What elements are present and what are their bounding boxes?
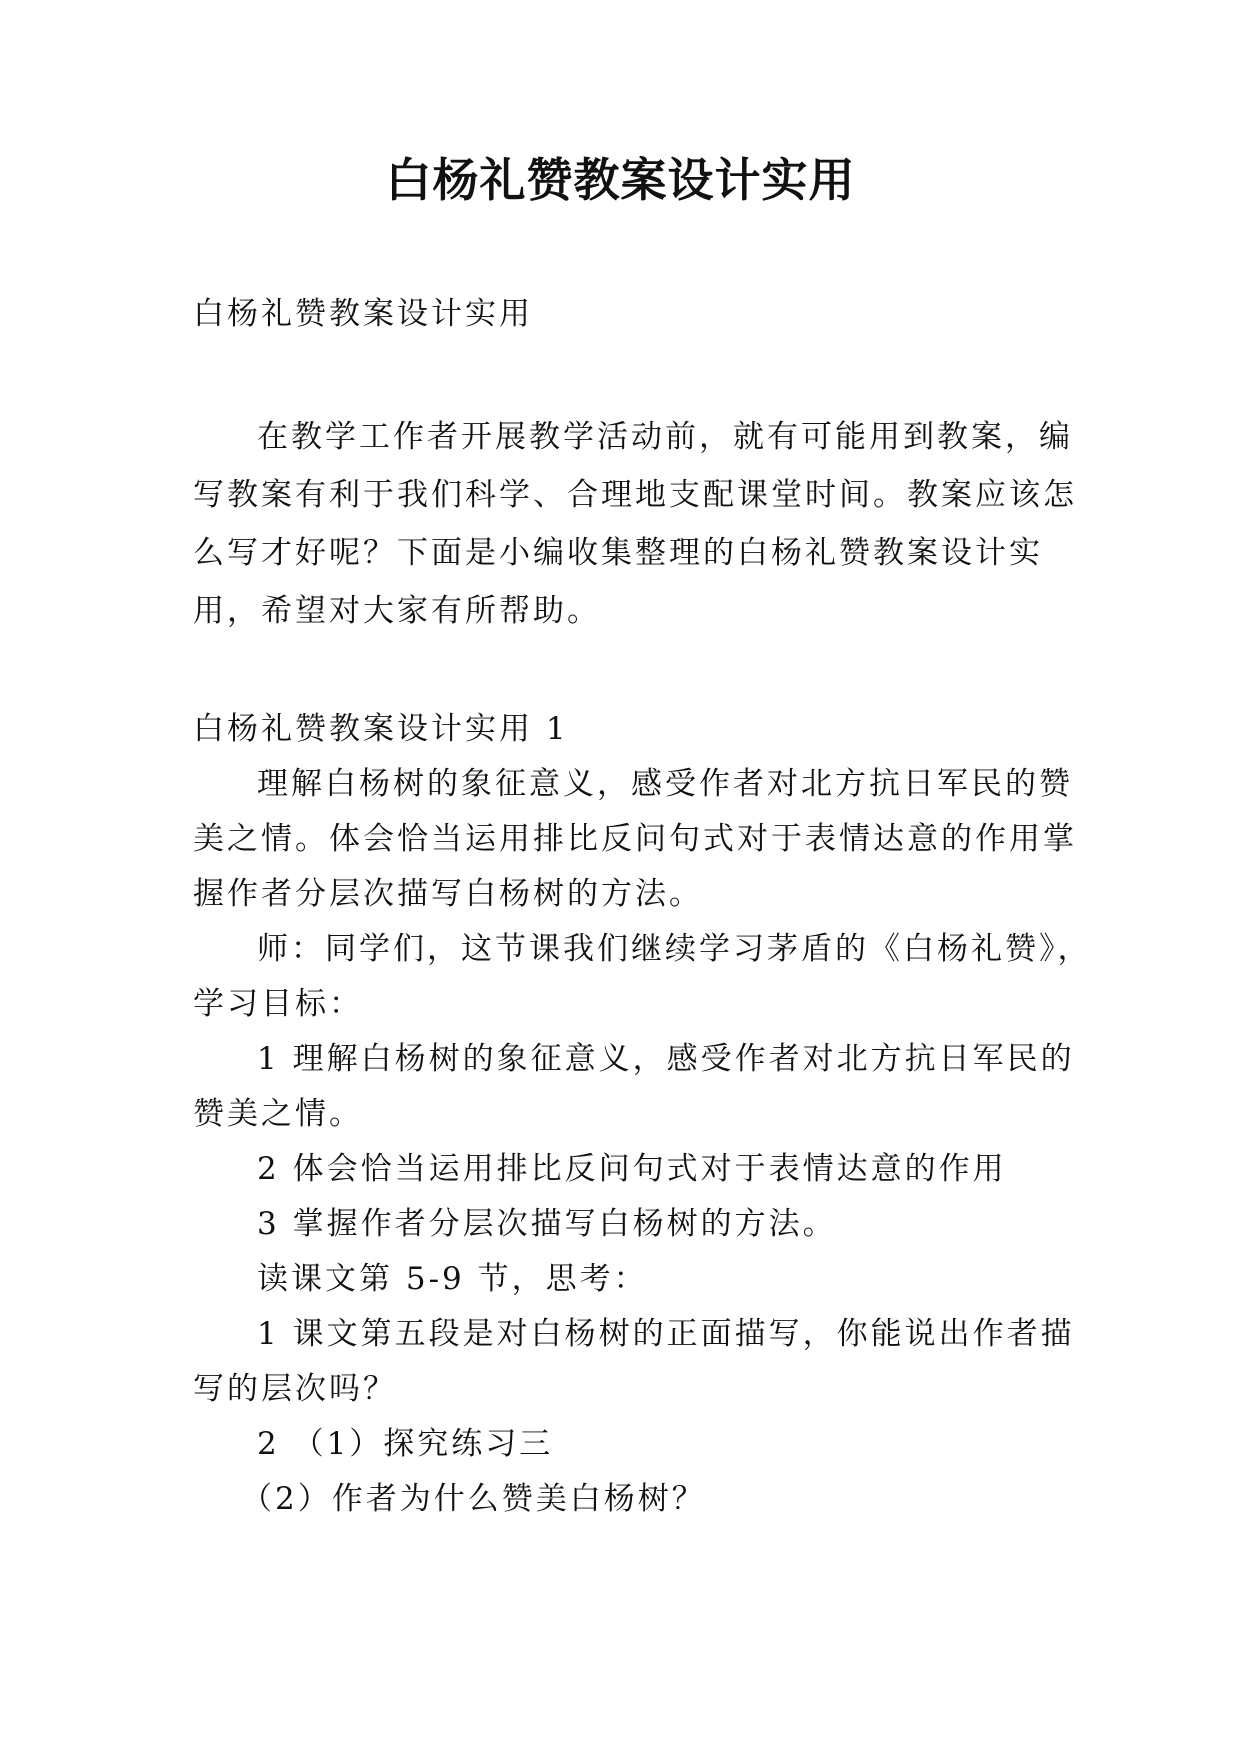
intro-line: 在教学工作者开展教学活动前，就有可能用到教案，编 <box>257 419 1073 455</box>
document-title: 白杨礼赞教案设计实用 <box>385 153 856 207</box>
intro-line: 用，希望对大家有所帮助。 <box>193 593 601 629</box>
goal-item-3: 3 掌握作者分层次描写白杨树的方法。 <box>257 1206 837 1242</box>
question-2-part-1: 2 （1）探究练习三 <box>257 1426 554 1462</box>
question-1: 1 课文第五段是对白杨树的正面描写，你能说出作者描 <box>257 1316 1075 1352</box>
objective-paragraph-line: 美之情。体会恰当运用排比反问句式对于表情达意的作用掌 <box>193 821 1077 857</box>
section-heading: 白杨礼赞教案设计实用 1 <box>193 711 569 747</box>
teacher-intro-line: 师：同学们，这节课我们继续学习茅盾的《白杨礼赞》， <box>257 931 1092 967</box>
question-1-continued: 写的层次吗？ <box>193 1371 397 1407</box>
question-2-part-2: （2）作者为什么赞美白杨树？ <box>241 1481 706 1517</box>
reading-task: 读课文第 5-9 节，思考： <box>257 1261 648 1297</box>
objective-paragraph-line: 握作者分层次描写白杨树的方法。 <box>193 876 703 912</box>
goal-item-1-continued: 赞美之情。 <box>193 1096 363 1132</box>
objective-paragraph-line: 理解白杨树的象征意义，感受作者对北方抗日军民的赞 <box>257 766 1073 802</box>
goal-item-2: 2 体会恰当运用排比反问句式对于表情达意的作用 <box>257 1151 1007 1187</box>
intro-paragraph <box>193 408 1077 640</box>
document-subtitle: 白杨礼赞教案设计实用 <box>193 296 533 332</box>
lesson-section <box>193 702 1092 1527</box>
intro-line: 写教案有利于我们科学、合理地支配课堂时间。教案应该怎 <box>193 477 1077 513</box>
goal-item-1: 1 理解白杨树的象征意义，感受作者对北方抗日军民的 <box>257 1041 1075 1077</box>
learning-goals-label: 学习目标： <box>193 986 363 1022</box>
intro-line: 么写才好呢？下面是小编收集整理的白杨礼赞教案设计实 <box>193 535 1043 571</box>
